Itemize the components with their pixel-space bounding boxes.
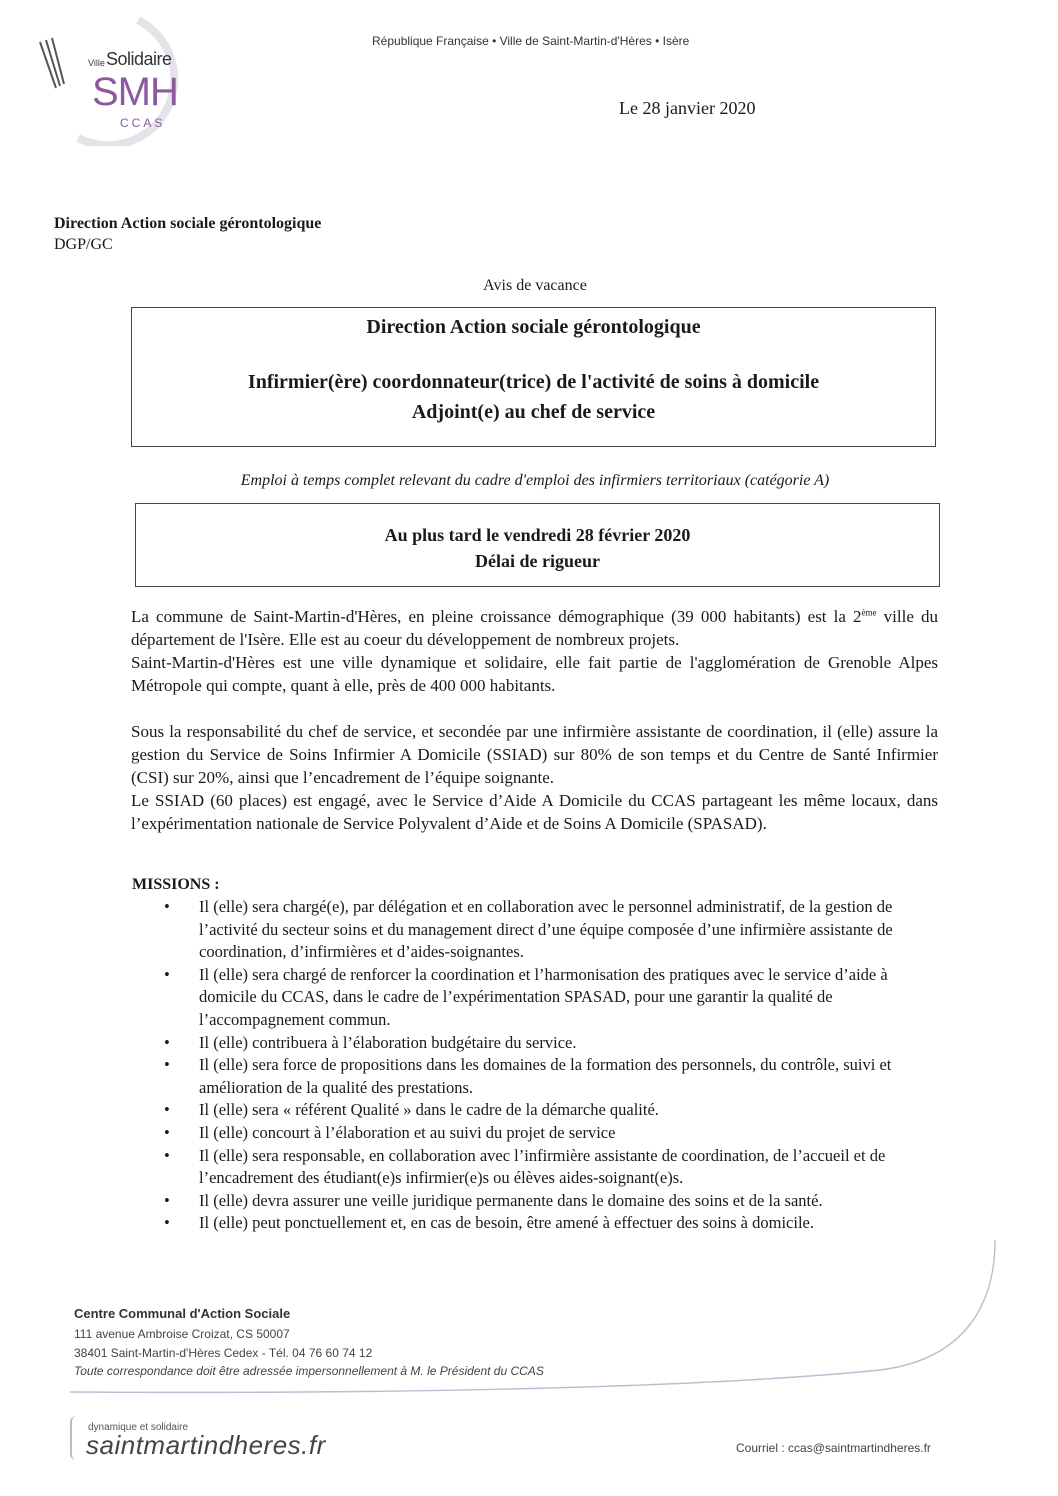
mission-text: Il (elle) sera chargé de renforcer la coordination et l’harmonisation des pratiques avec le service d’aide à domicile du CCAS, dans le cadre de l’expérimentation SPASAD, pour une garantir la qualité de l’accompagnement commun.: [199, 964, 888, 1029]
sender-reference: DGP/GC: [54, 236, 113, 253]
footer-email[interactable]: Courriel : ccas@saintmartindheres.fr: [736, 1441, 931, 1455]
list-item: [164, 1145, 940, 1190]
deadline-box: [135, 503, 940, 587]
list-item: [164, 1099, 940, 1122]
sender-direction: Direction Action sociale gérontologique: [54, 215, 322, 232]
mission-text: Il (elle) contribuera à l’élaboration budgétaire du service.: [199, 1032, 577, 1052]
job-title-line1: Infirmier(ère) coordonnateur(trice) de l'activité de soins à domicile: [247, 371, 820, 393]
list-item: [164, 1054, 940, 1099]
title-direction: Direction Action sociale gérontologique: [366, 316, 701, 338]
bullet-icon: •: [164, 1190, 170, 1210]
intro-p3: Le SSIAD (60 places) est engagé, avec le Service d’Aide A Domicile du CCAS partageant les même locaux, dans l’expérimentation nationale de Service Polyvalent d’Aide et de Soins A Domicile (SPASAD).: [131, 791, 938, 833]
intro-p1: [131, 605, 938, 651]
mission-text: Il (elle) devra assurer une veille juridique permanente dans le domaine des soins et de la santé.: [199, 1190, 823, 1210]
logo-solidaire: Solidaire: [106, 49, 172, 69]
title-box: [131, 307, 936, 447]
list-item: [164, 1190, 940, 1213]
deadline-line2: Délai de rigueur: [475, 551, 600, 571]
list-item: [164, 964, 940, 1032]
smh-ccas-logo: [28, 14, 178, 146]
intro-p1-b: ville du département de l'Isère. Elle est au coeur du développement de nombreux projets.: [131, 607, 939, 649]
employment-type: Emploi à temps complet relevant du cadre d'emploi des infirmiers territoriaux (catégorie A): [240, 472, 830, 489]
job-title: [132, 367, 935, 427]
brand-website[interactable]: saintmartindheres.fr: [86, 1430, 326, 1460]
bullet-icon: •: [164, 964, 170, 984]
list-item: [164, 1212, 940, 1235]
missions-title: MISSIONS :: [132, 876, 220, 893]
mission-text: Il (elle) sera « référent Qualité » dans le cadre de la démarche qualité.: [199, 1100, 659, 1120]
bullet-icon: •: [164, 1213, 170, 1233]
bullet-icon: •: [164, 1055, 170, 1075]
mission-text: Il (elle) concourt à l’élaboration et au suivi du projet de service: [199, 1122, 616, 1142]
list-item: [164, 1122, 940, 1145]
mission-text: Il (elle) sera responsable, en collaboration avec l’infirmière assistante de coordination, de l’accueil et de l’encadrement des étudiant(e)s infirmier(e)s ou élèves aides-soignant(e)s.: [199, 1145, 886, 1188]
list-item: [164, 896, 940, 964]
bullet-icon: •: [164, 1032, 170, 1052]
footer-address-2: 38401 Saint-Martin-d'Hères Cedex - Tél. 04 76 60 74 12: [74, 1346, 373, 1360]
letter-date: Le 28 janvier 2020: [619, 98, 756, 118]
intro-p1-c: Saint-Martin-d'Hères est une ville dynamique et solidaire, elle fait partie de l'agglomération de Grenoble Alpes Métropole qui compte, quant à elle, près de 400 000 habitants.: [131, 653, 938, 695]
deadline-line1: Au plus tard le vendredi 28 février 2020: [384, 525, 691, 545]
intro-paragraph-1: [131, 605, 938, 697]
missions-list: [164, 896, 940, 1235]
bullet-icon: •: [164, 897, 170, 916]
logo-ville: Ville: [88, 58, 105, 68]
brand-tagline: dynamique et solidaire: [88, 1422, 189, 1433]
mission-text: Il (elle) peut ponctuellement et, en cas de besoin, être amené à effectuer des soins à domicile.: [199, 1213, 814, 1233]
bullet-icon: •: [164, 1145, 170, 1165]
intro-paragraph-2: [131, 720, 938, 835]
intro-p2: Sous la responsabilité du chef de service, et secondée par une infirmière assistante de coordination, il (elle) assure la gestion du Service de Soins Infirmier A Domicile (SSIAD) sur 80% de son temps et du Centre de Santé Infirmier (CSI) sur 20%, ainsi que l’encadrement de l’équipe soignante.: [131, 722, 938, 787]
footer-org: Centre Communal d'Action Sociale: [74, 1306, 291, 1321]
intro-p1-a: La commune de Saint-Martin-d'Hères, en pleine croissance démographique (39 000 habitants) est la 2: [131, 607, 862, 626]
logo-ccas: CCAS: [120, 116, 166, 130]
mission-text: Il (elle) sera force de propositions dans les domaines de la formation des personnels, du contrôle, suivi et amélioration de la qualité des prestations.: [199, 1055, 892, 1097]
brand-bracket-icon: [70, 1416, 78, 1460]
list-item: [164, 1032, 940, 1055]
footer-note: Toute correspondance doit être adressée impersonnellement à M. le Président du CCAS: [74, 1364, 544, 1378]
footer-address-1: 111 avenue Ambroise Croizat, CS 50007: [74, 1327, 290, 1341]
header-line: République Française • Ville de Saint-Martin-d'Hères • Isère: [372, 34, 690, 48]
job-title-line2: Adjoint(e) au chef de service: [411, 401, 656, 423]
logo-smh: SMH: [92, 70, 178, 114]
bullet-icon: •: [164, 1100, 170, 1120]
mission-text: Il (elle) sera chargé(e), par délégation et en collaboration avec le personnel administratif, de la gestion de l’activité du secteur soins et du management direct d’une équipe composée d’une infirmière assistante de coordination, d’infirmières et d’aides-soignantes.: [199, 897, 893, 962]
bullet-icon: •: [164, 1122, 170, 1142]
intro-p1-sup: ème: [861, 607, 877, 618]
avis-heading: Avis de vacance: [483, 277, 587, 294]
